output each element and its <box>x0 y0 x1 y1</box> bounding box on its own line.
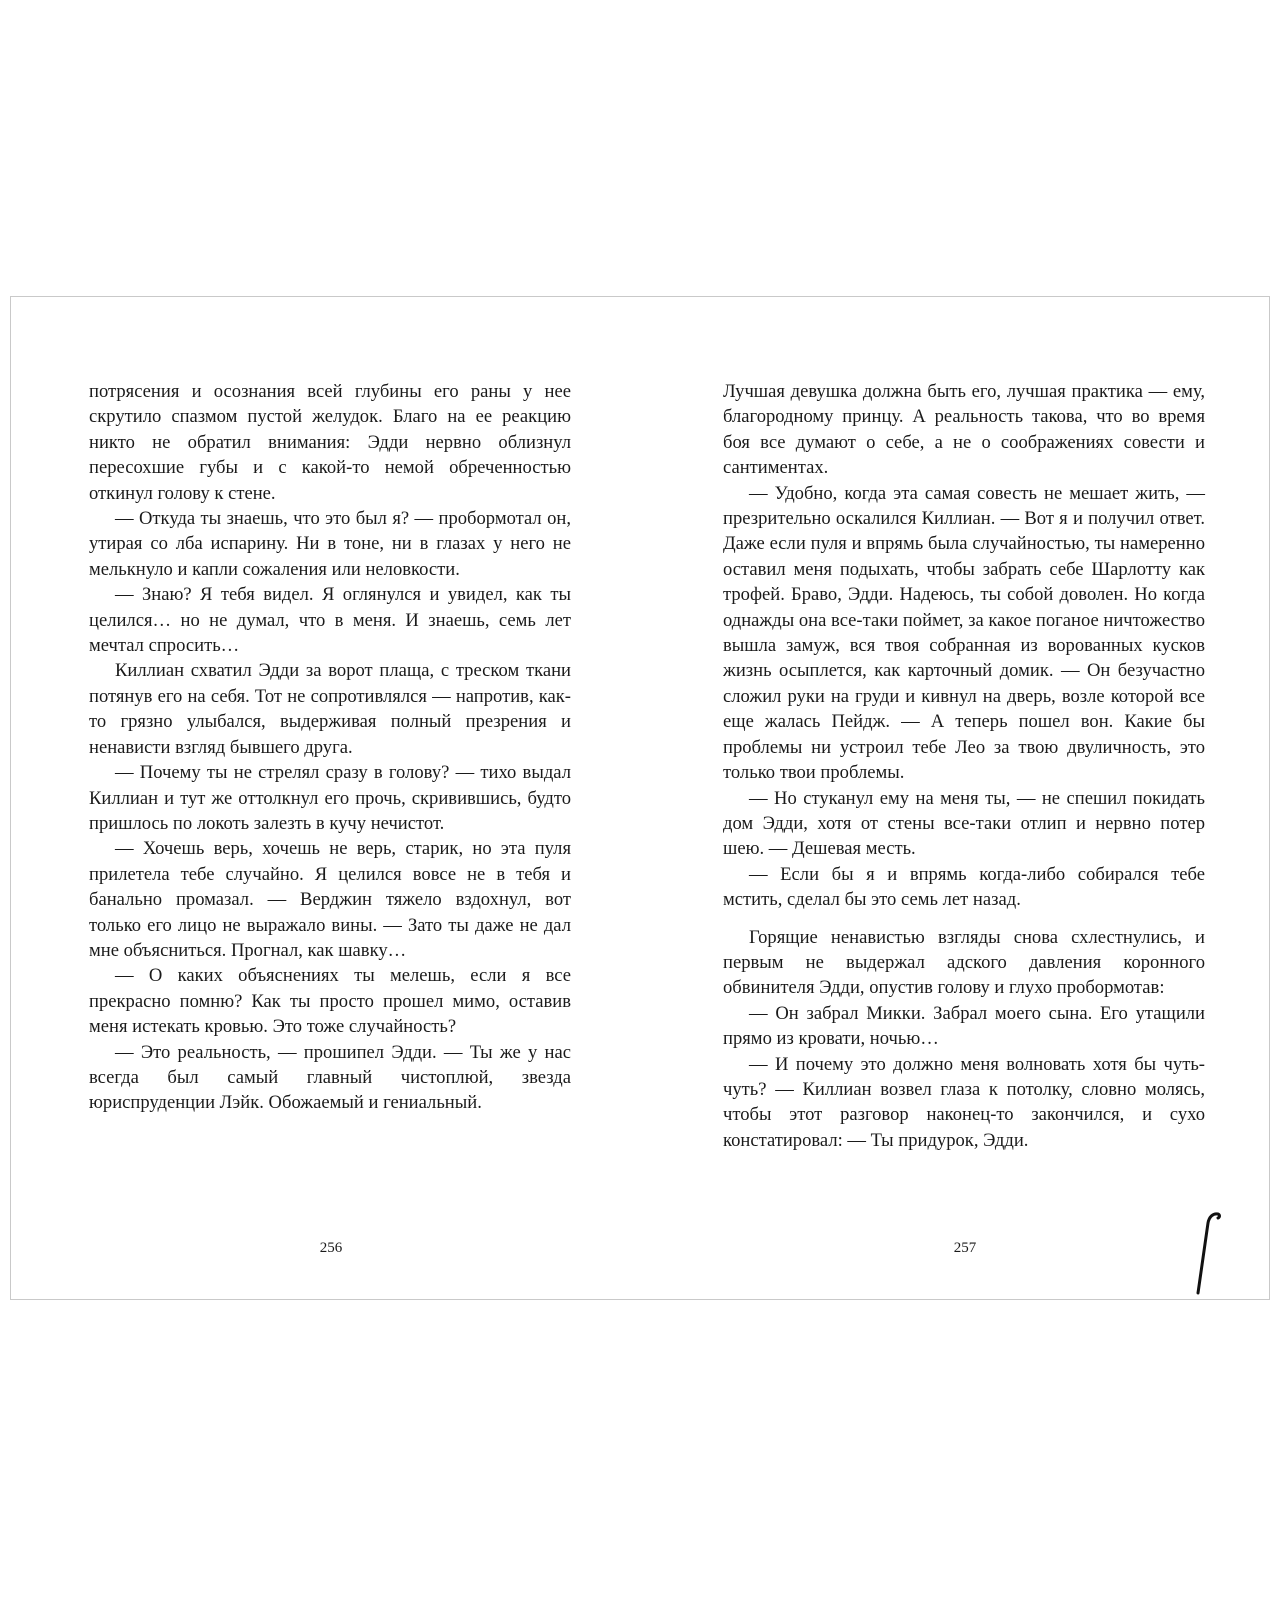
paragraph: — О каких объяснениях ты мелешь, если я все прекрасно помню? Как ты просто прошел мимо, оставив меня истекать кровью. Это тоже случайность? <box>89 965 571 1038</box>
left-page-text <box>89 379 571 1116</box>
paragraph: — Хочешь верь, хочешь не верь, старик, но эта пуля прилетела тебе случайно. Я целился вовсе не в тебя и банально промазал. — Верджин тяжело вздохнул, вот только его лицо не выражало вины. — Зато ты даже не дал мне объясниться. Прогнал, как шавку… <box>89 838 571 961</box>
left-page-number: 256 <box>319 1240 343 1256</box>
paragraph: — Если бы я и впрямь когда-либо собирался тебе мстить, сделал бы это семь лет назад. <box>723 863 1205 911</box>
hook-mark-icon <box>1189 1197 1229 1297</box>
paragraph: — Это реальность, — прошипел Эдди. — Ты же у нас всегда был самый главный чистоплюй, звезда юриспруденции Лэйк. Обожаемый и гениальный. <box>89 1041 571 1114</box>
paragraph: — Но стуканул ему на меня ты, — не спешил покидать дом Эдди, хотя от стены все-таки отлип и нервно потер шею. — Дешевая месть. <box>723 787 1205 860</box>
paragraph: — Он забрал Микки. Забрал моего сына. Его утащили прямо из кровати, ночью… <box>723 1002 1205 1050</box>
paragraph: — Почему ты не стрелял сразу в голову? — тихо выдал Киллиан и тут же оттолкнул его прочь, скривившись, будто пришлось по локоть залезть в кучу нечистот. <box>89 762 571 834</box>
paragraph: потрясения и осознания всей глубины его раны у нее скрутило спазмом пустой желудок. Благо на ее реакцию никто не обратил внимания: Эдди нервно облизнул пересохшие губы и с какой-то немой обреченностью откинул голову к стене. <box>89 381 571 504</box>
paragraph: Киллиан схватил Эдди за ворот плаща, с треском ткани потянув его на себя. Тот не сопротивлялся — напротив, как-то грязно улыбался, выдерживая полный презрения и ненависти взгляд бывшего друга. <box>89 660 571 758</box>
paragraph: Лучшая девушка должна быть его, лучшая практика — ему, благородному принцу. А реальность такова, что во время боя все думают о себе, а не о соображениях совести и сантиментах. <box>723 381 1205 479</box>
paragraph: Горящие ненавистью взгляды снова схлестнулись, и первым не выдержал адского давления коронного обвинителя Эдди, опустив голову и глухо пробормотав: <box>723 926 1205 999</box>
right-page-text <box>723 379 1205 1153</box>
paragraph: — Удобно, когда эта самая совесть не мешает жить, — презрительно оскалился Киллиан. — Вот я и получил ответ. Даже если пуля и впрямь была случайностью, ты намеренно оставил меня подыхать, чтобы забрать себе Шарлотту как трофей. Браво, Эдди. Надеюсь, ты собой доволен. Но когда однажды она все-таки поймет, за какое поганое ничтожество вышла замуж, вся твоя собранная из ворованных кусков жизнь осыплется, как карточный домик. — Он безучастно сложил руки на груди и кивнул на дверь, возле которой все еще жалась Пейдж. — А теперь пошел вон. Какие бы проблемы ни устроил тебе Лео за твою двуличность, это только твои проблемы. <box>723 482 1205 784</box>
book-spread <box>10 296 1270 1300</box>
right-page-number: 257 <box>953 1240 977 1256</box>
paragraph: — И почему это должно меня волновать хотя бы чуть-чуть? — Киллиан возвел глаза к потолку, словно молясь, чтобы этот разговор наконец-то закончился, и сухо констатировал: — Ты придурок, Эдди. <box>723 1053 1205 1151</box>
paragraph: — Откуда ты знаешь, что это был я? — пробормотал он, утирая со лба испарину. Ни в тоне, ни в глазах у него не мелькнуло и капли сожаления или неловкости. <box>89 508 571 580</box>
paragraph: — Знаю? Я тебя видел. Я оглянулся и увидел, как ты целился… но не думал, что в меня. И знаешь, семь лет мечтал спросить… <box>89 584 571 657</box>
